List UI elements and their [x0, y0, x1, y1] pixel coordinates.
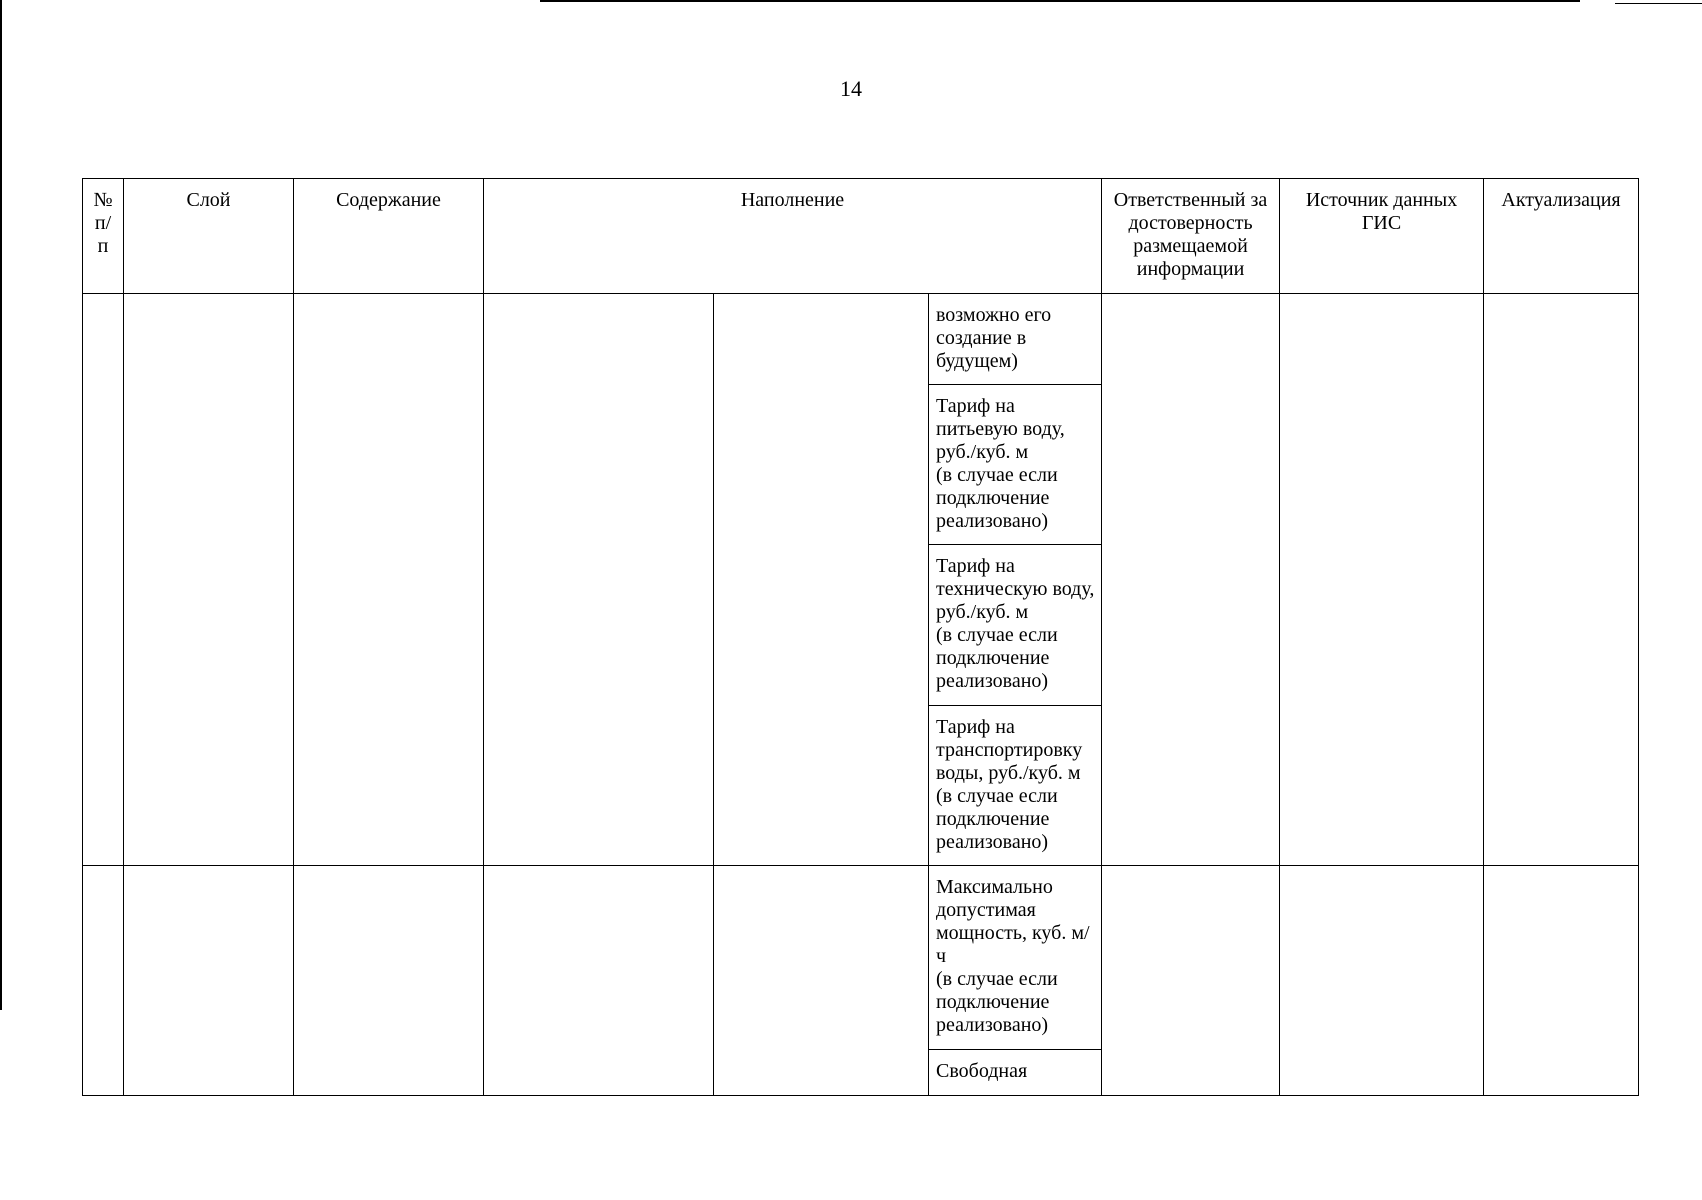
- cell-update: [1484, 866, 1639, 1096]
- header-update: Актуализация: [1484, 179, 1639, 294]
- scan-edge-top-right: [1615, 3, 1702, 4]
- page-number: 14: [840, 76, 862, 101]
- cell-filling-b: [714, 294, 929, 866]
- cell-responsible: [1102, 294, 1280, 866]
- layers-table: [82, 178, 1639, 1096]
- header-content: Содержание: [294, 179, 484, 294]
- header-number: № п/ п: [83, 179, 124, 294]
- table-row: [83, 866, 1639, 1050]
- scan-edge-top: [540, 0, 1580, 2]
- cell-source: [1280, 866, 1484, 1096]
- cell-responsible: [1102, 866, 1280, 1096]
- header-source: Источник данных ГИС: [1280, 179, 1484, 294]
- cell-filling-a: [484, 294, 714, 866]
- filling-item: Тариф на техническую воду, руб./куб. м (в случае если подключение реализовано): [929, 545, 1102, 706]
- filling-item: Тариф на питьевую воду, руб./куб. м (в случае если подключение реализовано): [929, 385, 1102, 545]
- filling-item: Максимально допустимая мощность, куб. м/ч (в случае если подключение реализовано): [929, 866, 1102, 1050]
- header-layer: Слой: [124, 179, 294, 294]
- cell-layer: [124, 866, 294, 1096]
- cell-filling-b: [714, 866, 929, 1096]
- cell-filling-a: [484, 866, 714, 1096]
- cell-layer: [124, 294, 294, 866]
- header-responsible: Ответственный за достоверность размещаемой информации: [1102, 179, 1280, 294]
- scan-edge-left: [0, 0, 2, 1010]
- cell-update: [1484, 294, 1639, 866]
- cell-number: [83, 294, 124, 866]
- table-row: [83, 294, 1639, 385]
- table-header-row: [83, 179, 1639, 294]
- cell-source: [1280, 294, 1484, 866]
- cell-content: [294, 866, 484, 1096]
- cell-number: [83, 866, 124, 1096]
- cell-content: [294, 294, 484, 866]
- header-filling: Наполнение: [484, 179, 1102, 294]
- filling-item: Тариф на транспортировку воды, руб./куб. м (в случае если подключение реализовано): [929, 706, 1102, 866]
- filling-item: Свободная: [929, 1050, 1102, 1096]
- filling-item: возможно его создание в будущем): [929, 294, 1102, 385]
